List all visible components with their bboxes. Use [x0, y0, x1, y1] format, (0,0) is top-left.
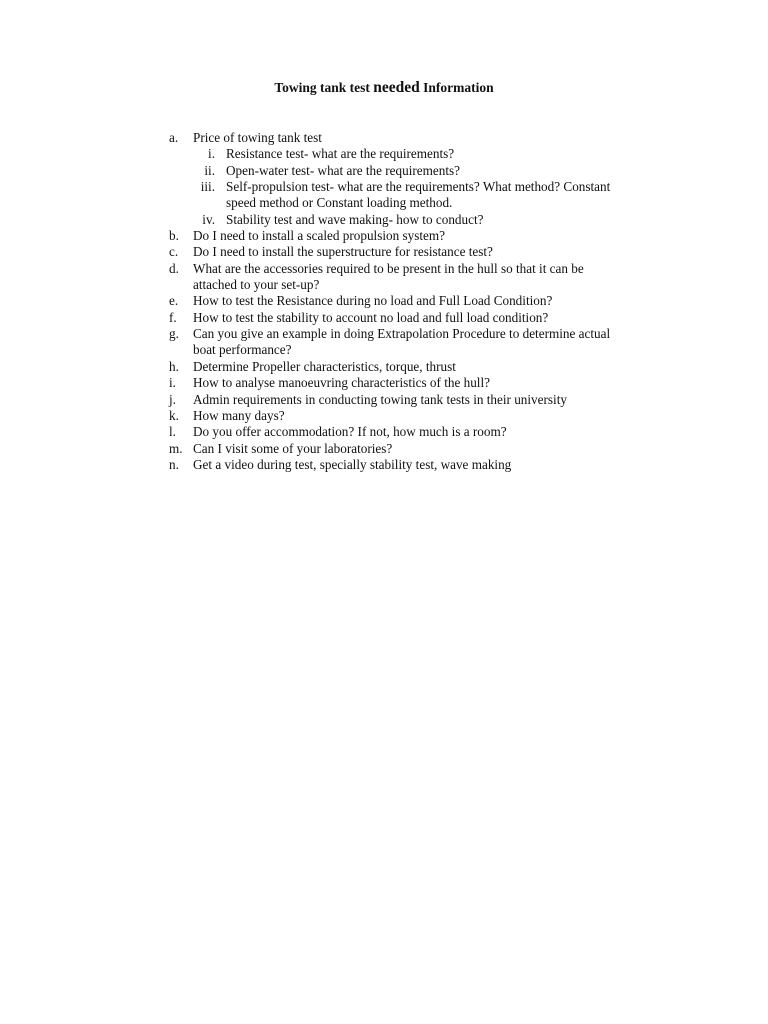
list-item-d-continued — [0, 277, 768, 293]
list-item-f — [0, 310, 768, 326]
list-item-text: How to test the Resistance during no load and Full Load Condition? — [193, 293, 553, 309]
list-marker: a. — [169, 130, 179, 145]
list-item-i — [0, 375, 768, 391]
list-item-text: attached to your set-up? — [193, 277, 320, 293]
sub-item-iii-continued — [0, 195, 768, 211]
list-item-n — [0, 457, 768, 473]
list-item-g-continued — [0, 342, 768, 358]
list-item-text: Do you offer accommodation? If not, how much is a room? — [193, 424, 507, 440]
list-item-e — [0, 293, 768, 309]
list-marker: n. — [169, 456, 179, 472]
list-item-a — [0, 130, 768, 146]
list-item-text: How to test the stability to account no load and full load condition? — [193, 309, 549, 325]
sub-list-marker: iii. — [200, 179, 215, 195]
list-item-d — [0, 261, 768, 277]
list-item-c — [0, 244, 768, 260]
list-item-text: Can I visit some of your laboratories? — [193, 440, 393, 456]
question-list — [0, 130, 768, 473]
list-marker: d. — [169, 260, 179, 276]
list-item-text: Do I need to install a scaled propulsion system? — [193, 228, 445, 244]
sub-item-text: Stability test and wave making- how to conduct? — [226, 211, 484, 227]
list-item-text: Do I need to install the superstructure for resistance test? — [193, 244, 493, 260]
title-text-start: Towing tank test — [274, 80, 374, 95]
sub-item-ii — [0, 163, 768, 179]
list-marker: k. — [169, 407, 179, 423]
list-marker: h. — [169, 358, 179, 374]
list-item-text: Price of towing tank test — [193, 130, 322, 145]
list-item-m — [0, 441, 768, 457]
list-item-j — [0, 392, 768, 408]
list-marker: l. — [169, 424, 176, 440]
sub-item-iii — [0, 179, 768, 195]
list-marker: i. — [169, 375, 176, 391]
list-item-text: How many days? — [193, 407, 285, 423]
list-marker: b. — [169, 228, 179, 244]
list-item-text: Determine Propeller characteristics, torque, thrust — [193, 358, 456, 374]
list-item-l — [0, 424, 768, 440]
list-item-text: Get a video during test, specially stability test, wave making — [193, 456, 512, 472]
list-item-text: Can you give an example in doing Extrapolation Procedure to determine actual — [193, 326, 611, 342]
list-item-g — [0, 326, 768, 342]
sub-list-marker: ii. — [204, 162, 215, 178]
list-marker: m. — [169, 440, 183, 456]
sub-item-text: Self-propulsion test- what are the requirements? What method? Constant — [226, 179, 611, 195]
title-text-end: Information — [419, 80, 494, 95]
sub-item-text: speed method or Constant loading method. — [226, 195, 453, 211]
list-item-text: Admin requirements in conducting towing tank tests in their university — [193, 391, 567, 407]
list-item-text: What are the accessories required to be present in the hull so that it can be — [193, 260, 584, 276]
sub-item-i — [0, 146, 768, 162]
list-item-text: boat performance? — [193, 342, 292, 358]
title-text-emphasis: needed — [373, 79, 420, 96]
list-item-h — [0, 359, 768, 375]
sub-item-text: Open-water test- what are the requirements? — [226, 162, 460, 178]
sub-item-text: Resistance test- what are the requirements? — [226, 146, 455, 162]
sub-list-marker: iv. — [202, 211, 215, 227]
sub-item-iv — [0, 212, 768, 228]
list-marker: f. — [169, 309, 177, 325]
list-item-b — [0, 228, 768, 244]
list-item-text: How to analyse manoeuvring characteristics of the hull? — [193, 375, 490, 391]
list-marker: j. — [169, 391, 176, 407]
sub-list-marker: i. — [208, 146, 215, 162]
document-title — [0, 79, 768, 97]
list-marker: c. — [169, 244, 179, 260]
list-item-k — [0, 408, 768, 424]
list-marker: g. — [169, 326, 179, 342]
list-marker: e. — [169, 293, 179, 309]
